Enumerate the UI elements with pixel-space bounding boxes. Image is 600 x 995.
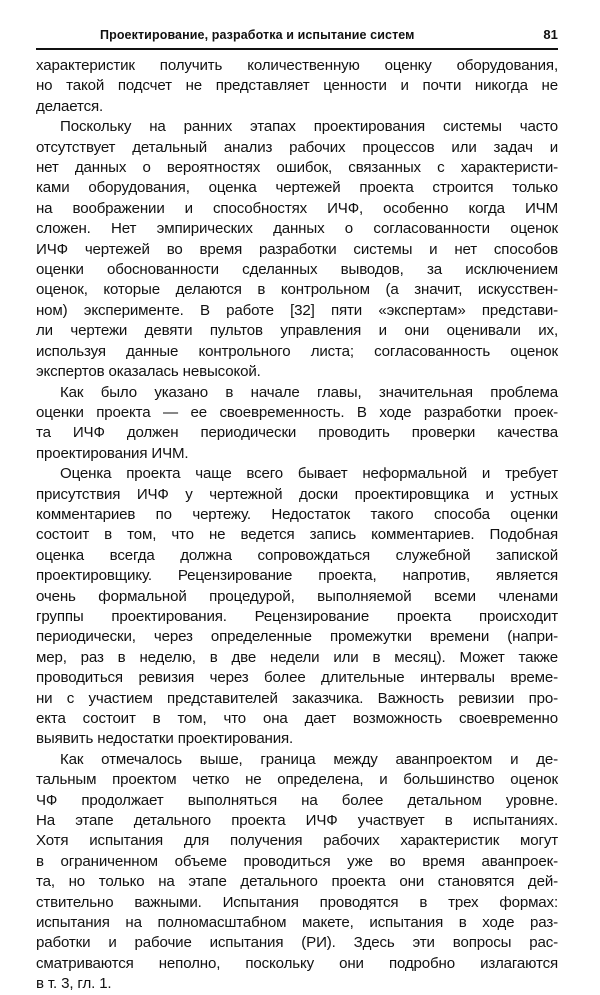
- text-line: характеристик получить количественную оценку оборудования,: [36, 57, 558, 74]
- text-line: проектировщику. Рецензирование проекта, напротив, является: [36, 567, 558, 585]
- text-line: очень формальной процедурой, выполняемой всеми членами: [36, 587, 558, 605]
- text-line: та ИЧФ должен периодически проводить проверки качества: [36, 424, 558, 442]
- text-line: На этапе детального проекта ИЧФ участвует в испытаниях.: [36, 812, 558, 830]
- text-line: ли чертежи девяти пультов управления и они оценивали их,: [36, 322, 558, 340]
- text-line: выявить недостатки проектирования.: [36, 730, 294, 748]
- text-line: мер, раз в неделю, в две недели или в месяц). Может также: [36, 648, 558, 666]
- text-line: сматриваются неполно, поскольку они подробно излагаются: [36, 954, 558, 972]
- text-line: в ограниченном объеме проводиться уже во время аванпроек-: [36, 852, 558, 870]
- paragraph: [36, 117, 558, 382]
- text-line: тальным проектом четко не определена, и большинство оценок: [36, 771, 558, 789]
- text-line: отсутствует детальный анализ рабочих процессов или задач и: [36, 138, 558, 156]
- paragraph: [36, 383, 558, 465]
- paragraph: [36, 56, 558, 117]
- paragraph: [36, 750, 558, 995]
- text-line: состоит в том, что не ведется запись комментариев. Подобная: [36, 526, 558, 544]
- paragraph: [36, 464, 558, 750]
- text-line: та, но только на этапе детального проекта они становятся дей-: [36, 873, 558, 891]
- book-page: [36, 24, 558, 993]
- text-line: присутствия ИЧФ у чертежной доски проектировщика и устных: [36, 485, 558, 503]
- text-line: на воображении и способностях ИЧФ, особенно когда ИЧМ: [36, 199, 558, 217]
- text-line: сложен. Нет эмпирических данных о согласованности оценок: [36, 220, 558, 238]
- text-line: ЧФ продолжает выполняться на более детальном уровне.: [36, 791, 558, 809]
- text-line: Хотя испытания для получения рабочих характеристик могут: [36, 832, 558, 850]
- text-line: Как отмечалось выше, граница между аванпроектом и де-: [60, 750, 558, 768]
- text-line: в т. 3, гл. 1.: [36, 975, 112, 993]
- running-header: [36, 24, 558, 50]
- text-line: Оценка проекта чаще всего бывает неформальной и требует: [60, 465, 558, 483]
- text-line: группы проектирования. Рецензирование проекта происходит: [36, 607, 558, 625]
- running-header-title: Проектирование, разработка и испытание систем: [100, 28, 415, 42]
- text-line: Поскольку на ранних этапах проектирования системы часто: [60, 118, 558, 136]
- text-line: делается.: [36, 97, 104, 115]
- text-line: Как было указано в начале главы, значительная проблема: [60, 383, 558, 401]
- text-line: ками оборудования, оценка чертежей проекта строится только: [36, 179, 558, 197]
- text-line: но такой подсчет не представляет ценности и почти никогда не: [36, 77, 558, 95]
- page-number: 81: [543, 27, 558, 42]
- text-line: испытания на полномасштабном макете, испытания в ходе раз-: [36, 914, 558, 932]
- body-text: [36, 56, 558, 995]
- text-line: нет данных о вероятностях ошибок, связанных с характеристи-: [36, 159, 558, 177]
- text-line: оценка всегда должна сопровождаться служебной запиской: [36, 546, 558, 564]
- text-line: оценок, которые делаются в контрольном (а значит, искусствен-: [36, 281, 558, 299]
- text-line: проектирования ИЧМ.: [36, 444, 189, 462]
- text-line: экспертов оказалась невысокой.: [36, 363, 261, 381]
- text-line: проводиться ревизия через более длительные интервалы време-: [36, 669, 558, 687]
- text-line: используя данные контрольного листа; согласованность оценок: [36, 342, 558, 360]
- text-line: ни с участием представителей заказчика. Важность ревизии про-: [36, 689, 558, 707]
- text-line: периодически, через определенные промежутки времени (напри-: [36, 628, 558, 646]
- text-line: оценки обоснованности сделанных выводов, за исключением: [36, 261, 558, 279]
- text-line: ном) эксперименте. В работе [32] пяти «экспертам» представи-: [36, 301, 558, 319]
- text-line: ствительно важными. Испытания проводятся в трех формах:: [36, 893, 558, 911]
- text-line: екта состоит в том, что она дает возможность своевременно: [36, 710, 558, 727]
- text-line: ИЧФ чертежей во время разработки системы и нет способов: [36, 240, 558, 258]
- text-line: комментариев по чертежу. Недостаток такого способа оценки: [36, 505, 558, 523]
- text-line: оценки проекта — ее своевременность. В ходе разработки проек-: [36, 403, 558, 421]
- text-line: работки и рабочие испытания (РИ). Здесь эти вопросы рас-: [36, 934, 558, 952]
